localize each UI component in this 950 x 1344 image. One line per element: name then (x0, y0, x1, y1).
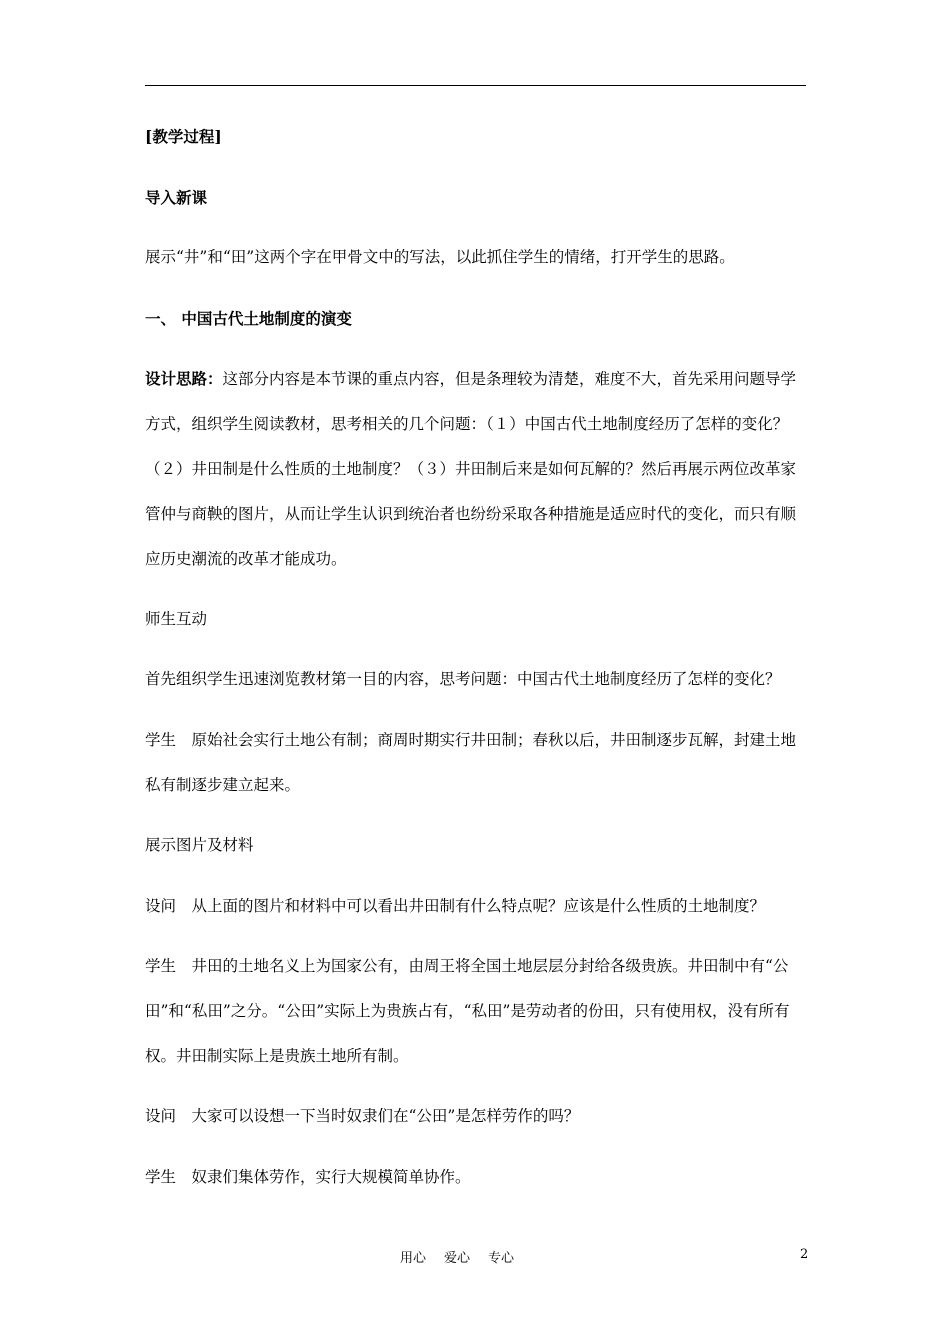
header-rule (145, 85, 806, 86)
page-footer (0, 1247, 950, 1267)
paragraph-question-1: 设问 从上面的图片和材料中可以看出井田制有什么特点呢？应该是什么性质的土地制度？ (145, 897, 766, 915)
footer-item: 爱心 (444, 1251, 471, 1266)
footer-item: 专心 (488, 1251, 515, 1266)
paragraph-student-answer-2: 学生 井田的土地名义上为国家公有，由周王将全国土地层层分封给各级贵族。井田制中有“公田”和“私田”之分。“公田”实际上为贵族占有，“私田”是劳动者的份田，只有使用权，没有所有权。井田制实际上是贵族土地所有制。 (145, 957, 790, 1065)
paragraph-organize: 首先组织学生迅速浏览教材第一目的内容，思考问题：中国古代土地制度经历了怎样的变化？ (145, 670, 781, 688)
footer-item: 用心 (400, 1251, 427, 1266)
paragraph-student-answer-3: 学生 奴隶们集体劳作，实行大规模简单协作。 (145, 1168, 471, 1186)
section-title-land-system: 一、 中国古代土地制度的演变 (145, 309, 352, 328)
paragraph-intro: 展示“井”和“田”这两个字在甲骨文中的写法，以此抓住学生的情绪，打开学生的思路。 (145, 248, 735, 266)
footer-motto (400, 1247, 532, 1266)
heading-teaching-process: [教学过程] (145, 127, 222, 146)
design-label: 设计思路： (145, 369, 223, 388)
page-number: 2 (800, 1247, 809, 1262)
heading-intro-lesson: 导入新课 (145, 188, 208, 207)
paragraph-show-materials: 展示图片及材料 (145, 836, 254, 854)
heading-interaction: 师生互动 (145, 610, 208, 628)
paragraph-question-2: 设问 大家可以设想一下当时奴隶们在“公田”是怎样劳作的吗？ (145, 1107, 580, 1125)
paragraph-design-idea (145, 356, 807, 582)
paragraph-student-answer-1: 学生 原始社会实行土地公有制；商周时期实行井田制；春秋以后，井田制逐步瓦解，封建土地私有制逐步建立起来。 (145, 731, 797, 794)
design-text: 这部分内容是本节课的重点内容，但是条理较为清楚，难度不大，首先采用问题导学方式，组织学生阅读教材，思考相关的几个问题：（１）中国古代土地制度经历了怎样的变化？（２）井田制是什么性质的土地制度？（３）井田制后来是如何瓦解的？然后再展示两位改革家管仲与商鞅的图片，从而让学生认识到统治者也纷纷采取各种措施是适应时代的变化，而只有顺应历史潮流的改革才能成功。 (145, 370, 797, 568)
